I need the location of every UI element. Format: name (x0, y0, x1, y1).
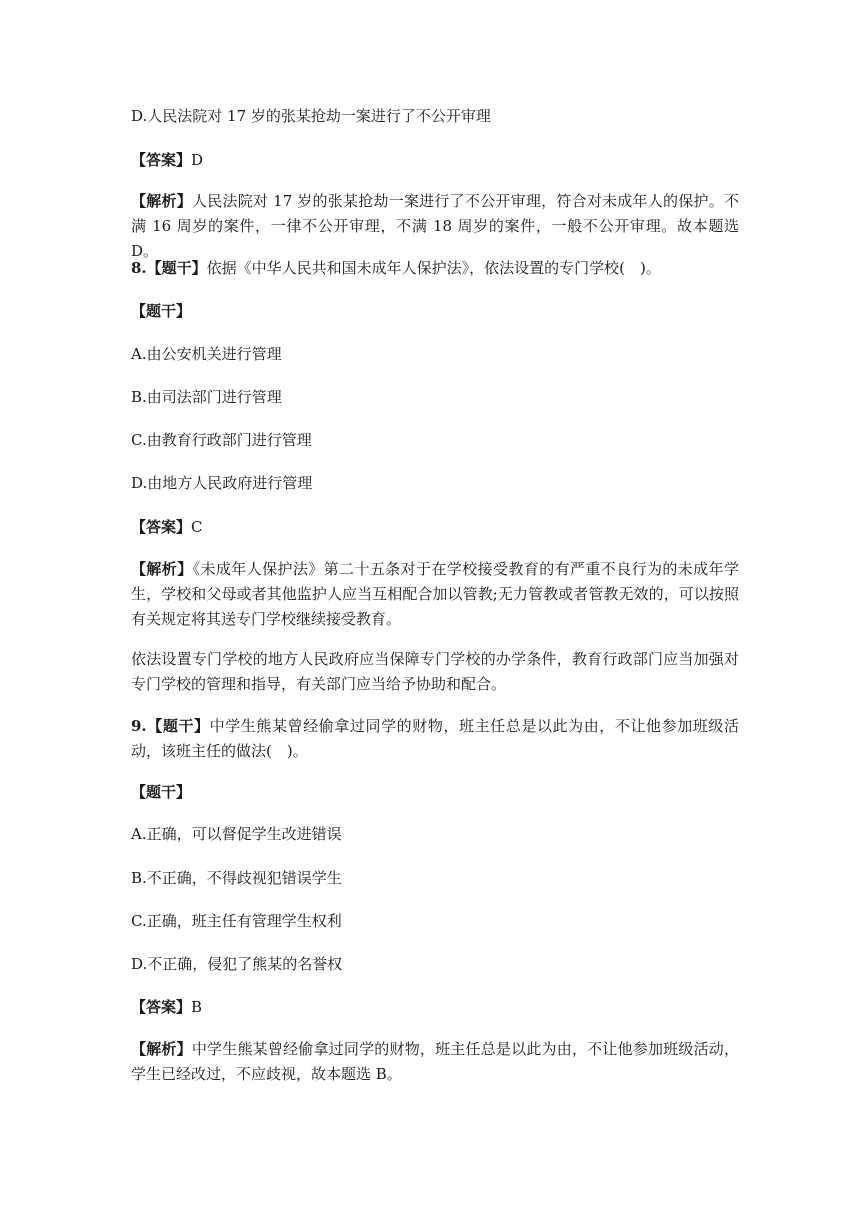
analysis-q8: 【解析】《未成年人保护法》第二十五条对于在学校接受教育的有严重不良行为的未成年学生，学校和父母或者其他监护人应当互相配合加以管教;无力管教或者管教无效的，可以按照有关规定将其送专门学校继续接受教育。 (131, 560, 739, 628)
option-c-q8: C.由教育行政部门进行管理 (131, 431, 312, 449)
stem-label-q8: 【题干】 (131, 302, 192, 320)
option-d-q8: D.由地方人民政府进行管理 (131, 474, 313, 492)
answer-q7: 【答案】D (131, 151, 204, 169)
option-b-q9: B.不正确，不得歧视犯错误学生 (131, 869, 342, 887)
option-c-q9: C.正确，班主任有管理学生权利 (131, 912, 342, 930)
question-stem-9: 9.【题干】中学生熊某曾经偷拿过同学的财物，班主任总是以此为由，不让他参加班级活动，该班主任的做法( )。 (131, 717, 739, 760)
option-a-q8: A.由公安机关进行管理 (131, 345, 282, 363)
option-d-q7: D.人民法院对 17 岁的张某抢劫一案进行了不公开审理 (131, 107, 491, 125)
option-b-q8: B.由司法部门进行管理 (131, 388, 282, 406)
answer-q8: 【答案】C (131, 518, 203, 536)
option-a-q9: A.正确，可以督促学生改进错误 (131, 825, 342, 843)
analysis-q9: 【解析】中学生熊某曾经偷拿过同学的财物，班主任总是以此为由，不让他参加班级活动，学生已经改过，不应歧视，故本题选 B。 (131, 1040, 739, 1083)
analysis-q8-continued: 依法设置专门学校的地方人民政府应当保障专门学校的办学条件，教育行政部门应当加强对专门学校的管理和指导，有关部门应当给予协助和配合。 (131, 650, 739, 693)
option-d-q9: D.不正确，侵犯了熊某的名誉权 (131, 955, 343, 973)
answer-q9: 【答案】B (131, 998, 203, 1016)
analysis-q7: 【解析】人民法院对 17 岁的张某抢劫一案进行了不公开审理，符合对未成年人的保护。不满 16 周岁的案件，一律不公开审理，不满 18 周岁的案件，一般不公开审理。故本题选 D。 (131, 192, 739, 260)
question-stem-8: 8.【题干】依据《中华人民共和国未成年人保护法》，依法设置的专门学校( )。 (131, 259, 661, 277)
stem-label-q9: 【题干】 (131, 783, 192, 801)
